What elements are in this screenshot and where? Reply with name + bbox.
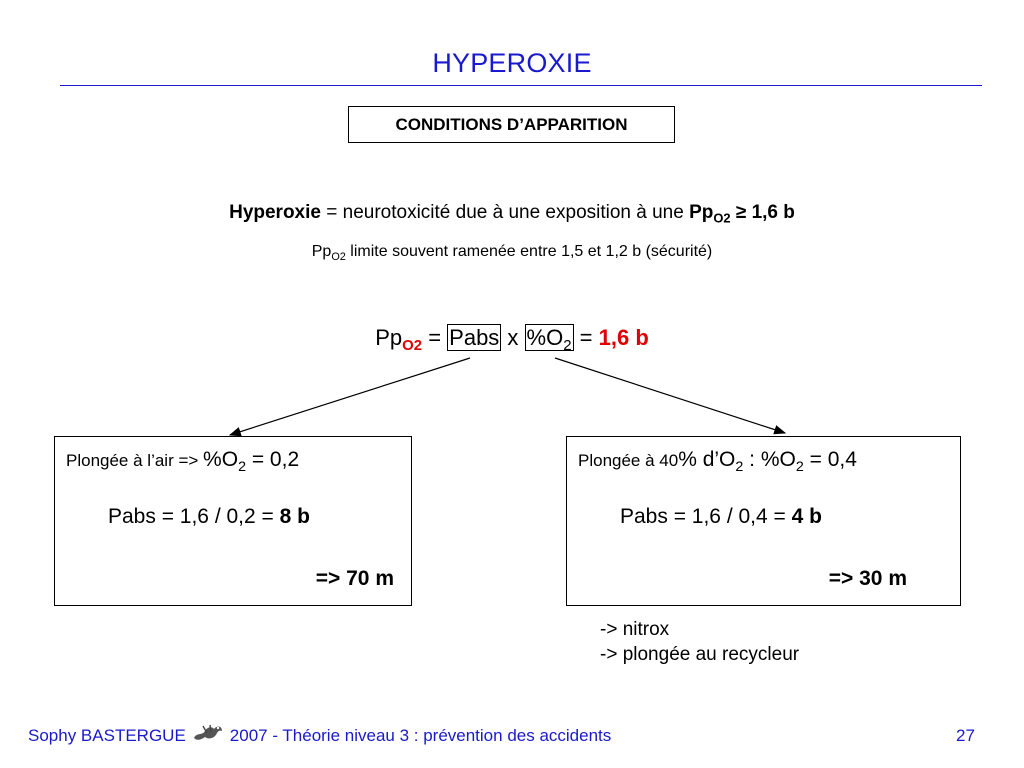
formula-eq1: = <box>422 325 448 350</box>
page-number: 27 <box>956 726 975 745</box>
case-air-box <box>54 436 412 606</box>
case-air-heading: Plongée à l’air => $\%O_2 = 0,2$ <box>66 448 300 475</box>
case-nitrox-calc: Pabs = 1,6 / 0,4 = 4 b <box>620 505 822 528</box>
definition-text: = neurotoxicité due à une exposition à une <box>320 202 690 223</box>
definition-o2-sub: O2 <box>713 210 731 226</box>
formula-pp: Pp <box>375 325 403 350</box>
formula-eq2: = <box>573 325 599 350</box>
formula-pabs-box: Pabs <box>449 325 500 350</box>
slide-title: HYPEROXIE <box>432 48 592 78</box>
case-air-calc: Pabs = 1,6 / 0,2 = 8 b <box>108 505 310 528</box>
footer-course: 2007 - Théorie niveau 3 : prévention des accidents <box>229 725 612 745</box>
formula-pct-o2-box: $\%O_2$ <box>526 325 572 355</box>
case-nitrox-box <box>566 436 961 606</box>
case-air-depth: => 70 m <box>315 567 394 590</box>
footer-author: Sophy BASTERGUE <box>28 725 186 745</box>
case-nitrox-heading: Plongée à 40% $d’O_2$ : $\%O_2 = 0,4$ <box>578 448 857 475</box>
definition-pp: $Pp_{O2}$ <box>689 202 731 226</box>
formula-line <box>0 325 1024 355</box>
formula-times: x <box>501 325 525 350</box>
note-text: limite souvent ramenée entre 1,5 et 1,2 b (sécurité) <box>345 243 713 260</box>
arrow-right <box>555 358 785 433</box>
case-nitrox-depth: => 30 m <box>828 567 907 590</box>
arrow-left <box>230 358 470 435</box>
definition-term: Hyperoxie <box>229 202 321 223</box>
option-nitrox: -> nitrox <box>600 619 670 640</box>
seahorse-icon <box>191 723 225 748</box>
note-o2-sub: O2 <box>331 250 346 263</box>
title-divider <box>60 85 982 86</box>
definition-line <box>0 202 1024 224</box>
footer-credits <box>28 723 611 748</box>
conditions-box <box>348 106 675 143</box>
definition-threshold: ≥ 1,6 b <box>730 202 795 223</box>
nitrox-options <box>600 617 799 667</box>
conditions-label: CONDITIONS D’APPARITION <box>395 114 628 134</box>
option-recycleur: -> plongée au recycleur <box>600 644 800 665</box>
note-pp: Pp <box>311 243 332 260</box>
security-note <box>0 243 1024 261</box>
formula-o2-sub: O2 <box>402 337 423 355</box>
formula-result: 1,6 b <box>598 325 649 350</box>
